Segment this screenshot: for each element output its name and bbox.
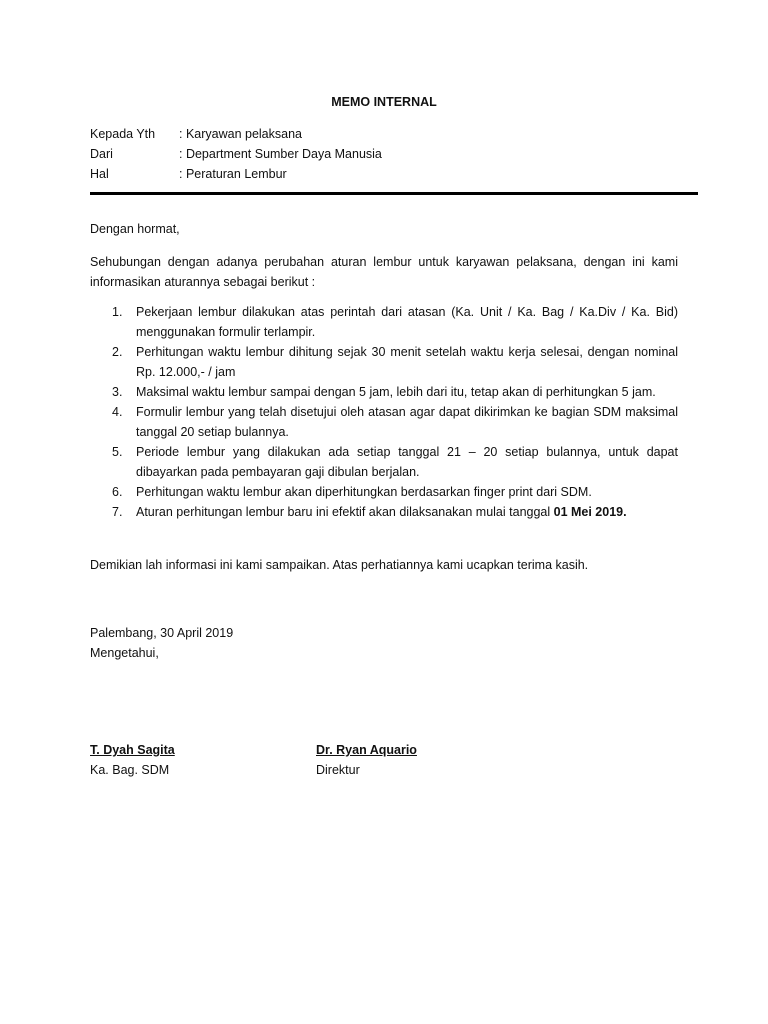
list-number: 5.	[112, 445, 123, 459]
header-value: : Department Sumber Daya Manusia	[179, 147, 382, 161]
acknowledged-label: Mengetahui,	[90, 646, 159, 660]
closing-paragraph: Demikian lah informasi ini kami sampaikan. Atas perhatiannya kami ucapkan terima kasih.	[90, 558, 589, 572]
header-label: Hal	[90, 167, 109, 181]
header-value: : Karyawan pelaksana	[179, 127, 302, 141]
list-number: 6.	[112, 485, 123, 499]
list-item	[90, 402, 678, 442]
list-text: Formulir lembur yang telah disetujui oleh atasan agar dapat dikirimkan ke bagian SDM maksimal tanggal 20 setiap bulannya.	[136, 405, 678, 439]
rules-list	[90, 302, 678, 522]
list-number: 2.	[112, 345, 123, 359]
intro-paragraph: Sehubungan dengan adanya perubahan aturan lembur untuk karyawan pelaksana, dengan ini kami informasikan aturannya sebagai berikut :	[90, 255, 678, 289]
list-item	[90, 502, 678, 522]
list-number: 1.	[112, 305, 123, 319]
signatory-role: Ka. Bag. SDM	[90, 763, 170, 777]
signature-block-right	[316, 740, 417, 780]
list-item	[90, 442, 678, 482]
signatory-name: Dr. Ryan Aquario	[316, 743, 417, 757]
header-divider	[90, 192, 698, 195]
list-text: Perhitungan waktu lembur akan diperhitungkan berdasarkan finger print dari SDM.	[136, 485, 592, 499]
memo-header	[90, 124, 690, 184]
greeting: Dengan hormat,	[90, 222, 180, 236]
list-text: Perhitungan waktu lembur dihitung sejak 30 menit setelah waktu kerja selesai, dengan nominal Rp. 12.000,- / jam	[136, 345, 678, 379]
list-item	[90, 342, 678, 382]
header-row-recipient	[90, 124, 690, 144]
header-row-subject	[90, 164, 690, 184]
list-text: Pekerjaan lembur dilakukan atas perintah dari atasan (Ka. Unit / Ka. Bag / Ka.Div / Ka. Bid) menggunakan formulir terlampir.	[136, 305, 678, 339]
memo-title: MEMO INTERNAL	[331, 95, 437, 109]
signature-block-left	[90, 740, 175, 780]
list-item	[90, 482, 678, 502]
place-date: Palembang, 30 April 2019	[90, 626, 234, 640]
header-value: : Peraturan Lembur	[179, 167, 287, 181]
header-row-sender	[90, 144, 690, 164]
list-text-body: Aturan perhitungan lembur baru ini efektif akan dilaksanakan mulai tanggal	[136, 505, 554, 519]
list-number: 4.	[112, 405, 123, 419]
signatory-name: T. Dyah Sagita	[90, 743, 175, 757]
list-text: Maksimal waktu lembur sampai dengan 5 jam, lebih dari itu, tetap akan di perhitungkan 5 jam.	[136, 385, 656, 399]
signatory-role: Direktur	[316, 763, 360, 777]
list-number: 3.	[112, 385, 123, 399]
effective-date: 01 Mei 2019.	[553, 505, 627, 519]
list-number: 7.	[112, 505, 123, 519]
header-label: Dari	[90, 147, 113, 161]
list-text	[136, 502, 678, 522]
list-item	[90, 302, 678, 342]
list-text: Periode lembur yang dilakukan ada setiap tanggal 21 – 20 setiap bulannya, untuk dapat dibayarkan pada pembayaran gaji dibulan berjalan.	[136, 445, 678, 479]
list-item	[90, 382, 678, 402]
header-label: Kepada Yth	[90, 127, 156, 141]
